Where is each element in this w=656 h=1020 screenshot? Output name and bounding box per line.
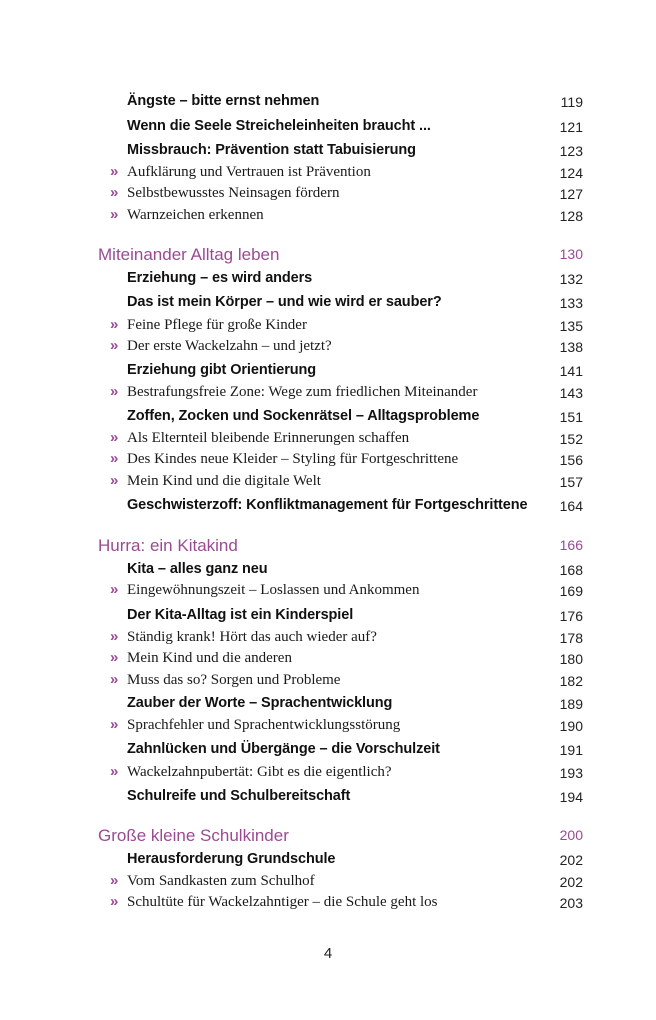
toc-entry-title: Ständig krank! Hört das auch wieder auf? bbox=[127, 629, 377, 645]
toc-entry-page: 141 bbox=[559, 363, 583, 379]
toc-entry-page: 151 bbox=[559, 409, 583, 425]
double-chevron-icon: » bbox=[110, 184, 117, 201]
toc-entry-page: 194 bbox=[559, 789, 583, 805]
toc-entry-title: Schulreife und Schulbereitschaft bbox=[127, 788, 351, 804]
toc-entry-title: Zahnlücken und Übergänge – die Vorschulzeit bbox=[127, 741, 440, 757]
toc-entry-title: Sprachfehler und Sprachentwicklungsstörung bbox=[127, 717, 401, 733]
double-chevron-icon: » bbox=[110, 671, 117, 688]
toc-entry-page: 133 bbox=[559, 295, 583, 311]
toc-entry-page: 119 bbox=[560, 94, 583, 110]
toc-entry-title: Zauber der Worte – Sprachentwicklung bbox=[127, 695, 393, 711]
double-chevron-icon: » bbox=[110, 337, 117, 354]
toc-entry-page: 200 bbox=[559, 827, 583, 843]
toc-entry-title: Muss das so? Sorgen und Probleme bbox=[127, 672, 341, 688]
toc-entry-page: 123 bbox=[559, 143, 583, 159]
toc-entry-page: 202 bbox=[559, 874, 583, 890]
toc-entry-title: Missbrauch: Prävention statt Tabuisierung bbox=[127, 142, 416, 158]
toc-entry-title: Feine Pflege für große Kinder bbox=[127, 317, 307, 333]
toc-entry-page: 190 bbox=[559, 718, 583, 734]
toc-entry-page: 168 bbox=[559, 562, 583, 578]
toc-entry-page: 182 bbox=[559, 673, 583, 689]
toc-entry-page: 143 bbox=[559, 385, 583, 401]
double-chevron-icon: » bbox=[110, 429, 117, 446]
double-chevron-icon: » bbox=[110, 383, 117, 400]
toc-entry-page: 189 bbox=[559, 696, 583, 712]
toc-entry-title: Miteinander Alltag leben bbox=[98, 245, 280, 264]
toc-entry-title: Hurra: ein Kitakind bbox=[98, 536, 238, 555]
toc-entry-page: 178 bbox=[559, 630, 583, 646]
toc-entry-page: 166 bbox=[559, 537, 583, 553]
double-chevron-icon: » bbox=[110, 206, 117, 223]
double-chevron-icon: » bbox=[110, 316, 117, 333]
double-chevron-icon: » bbox=[110, 163, 117, 180]
double-chevron-icon: » bbox=[110, 472, 117, 489]
toc-entry-title: Wackelzahnpubertät: Gibt es die eigentlich? bbox=[127, 764, 392, 780]
toc-entry-title: Ängste – bitte ernst nehmen bbox=[127, 93, 320, 109]
double-chevron-icon: » bbox=[110, 716, 117, 733]
toc-entry-page: 157 bbox=[559, 474, 583, 490]
toc-entry-page: 130 bbox=[559, 246, 583, 262]
toc-entry-title: Erziehung gibt Orientierung bbox=[127, 362, 317, 378]
toc-entry-title: Der erste Wackelzahn – und jetzt? bbox=[127, 338, 332, 354]
double-chevron-icon: » bbox=[110, 872, 117, 889]
toc-entry-page: 138 bbox=[559, 339, 583, 355]
page-number: 4 bbox=[323, 945, 333, 962]
toc-entry-page: 127 bbox=[559, 186, 583, 202]
toc-entry-page: 152 bbox=[559, 431, 583, 447]
double-chevron-icon: » bbox=[110, 628, 117, 645]
double-chevron-icon: » bbox=[110, 450, 117, 467]
toc-entry-title: Mein Kind und die anderen bbox=[127, 650, 292, 666]
toc-entry-page: 135 bbox=[559, 318, 583, 334]
toc-entry-page: 180 bbox=[559, 651, 583, 667]
toc-entry-title: Des Kindes neue Kleider – Styling für Fortgeschrittene bbox=[127, 451, 459, 467]
toc-entry-title: Aufklärung und Vertrauen ist Prävention bbox=[127, 164, 371, 180]
double-chevron-icon: » bbox=[110, 649, 117, 666]
toc-entry-page: 132 bbox=[559, 271, 583, 287]
toc-entry-page: 203 bbox=[559, 895, 583, 911]
toc-entry-title: Kita – alles ganz neu bbox=[127, 561, 268, 577]
toc-entry-title: Geschwisterzoff: Konfliktmanagement für Fortgeschrittene bbox=[127, 497, 528, 513]
toc-entry-title: Eingewöhnungszeit – Loslassen und Ankommen bbox=[127, 582, 420, 598]
toc-entry-page: 164 bbox=[559, 498, 583, 514]
toc-entry-page: 176 bbox=[559, 608, 583, 624]
toc-entry-page: 128 bbox=[559, 208, 583, 224]
toc-entry-title: Mein Kind und die digitale Welt bbox=[127, 473, 321, 489]
toc-entry-title: Als Elternteil bleibende Erinnerungen schaffen bbox=[127, 430, 410, 446]
double-chevron-icon: » bbox=[110, 581, 117, 598]
toc-entry-title: Warnzeichen erkennen bbox=[127, 207, 264, 223]
toc-entry-title: Vom Sandkasten zum Schulhof bbox=[127, 873, 315, 889]
toc-entry-page: 202 bbox=[559, 852, 583, 868]
toc-entry-title: Zoffen, Zocken und Sockenrätsel – Alltagsprobleme bbox=[127, 408, 480, 424]
toc-entry-title: Wenn die Seele Streicheleinheiten braucht ... bbox=[127, 118, 431, 134]
toc-entry-title: Erziehung – es wird anders bbox=[127, 270, 313, 286]
toc-entry-title: Der Kita-Alltag ist ein Kinderspiel bbox=[127, 607, 354, 623]
toc-entry-page: 156 bbox=[559, 452, 583, 468]
toc-entry-page: 193 bbox=[559, 765, 583, 781]
toc-entry-page: 121 bbox=[559, 119, 583, 135]
toc-entry-title: Große kleine Schulkinder bbox=[98, 826, 289, 845]
double-chevron-icon: » bbox=[110, 893, 117, 910]
double-chevron-icon: » bbox=[110, 763, 117, 780]
toc-entry-title: Bestrafungsfreie Zone: Wege zum friedlichen Miteinander bbox=[127, 384, 478, 400]
toc-entry-title: Herausforderung Grundschule bbox=[127, 851, 336, 867]
toc-entry-title: Selbstbewusstes Neinsagen fördern bbox=[127, 185, 340, 201]
toc-entry-title: Das ist mein Körper – und wie wird er sauber? bbox=[127, 294, 442, 310]
toc-entry-page: 169 bbox=[559, 583, 583, 599]
toc-entry-page: 124 bbox=[559, 165, 583, 181]
toc-entry-page: 191 bbox=[559, 742, 583, 758]
toc-entry-title: Schultüte für Wackelzahntiger – die Schule geht los bbox=[127, 894, 438, 910]
